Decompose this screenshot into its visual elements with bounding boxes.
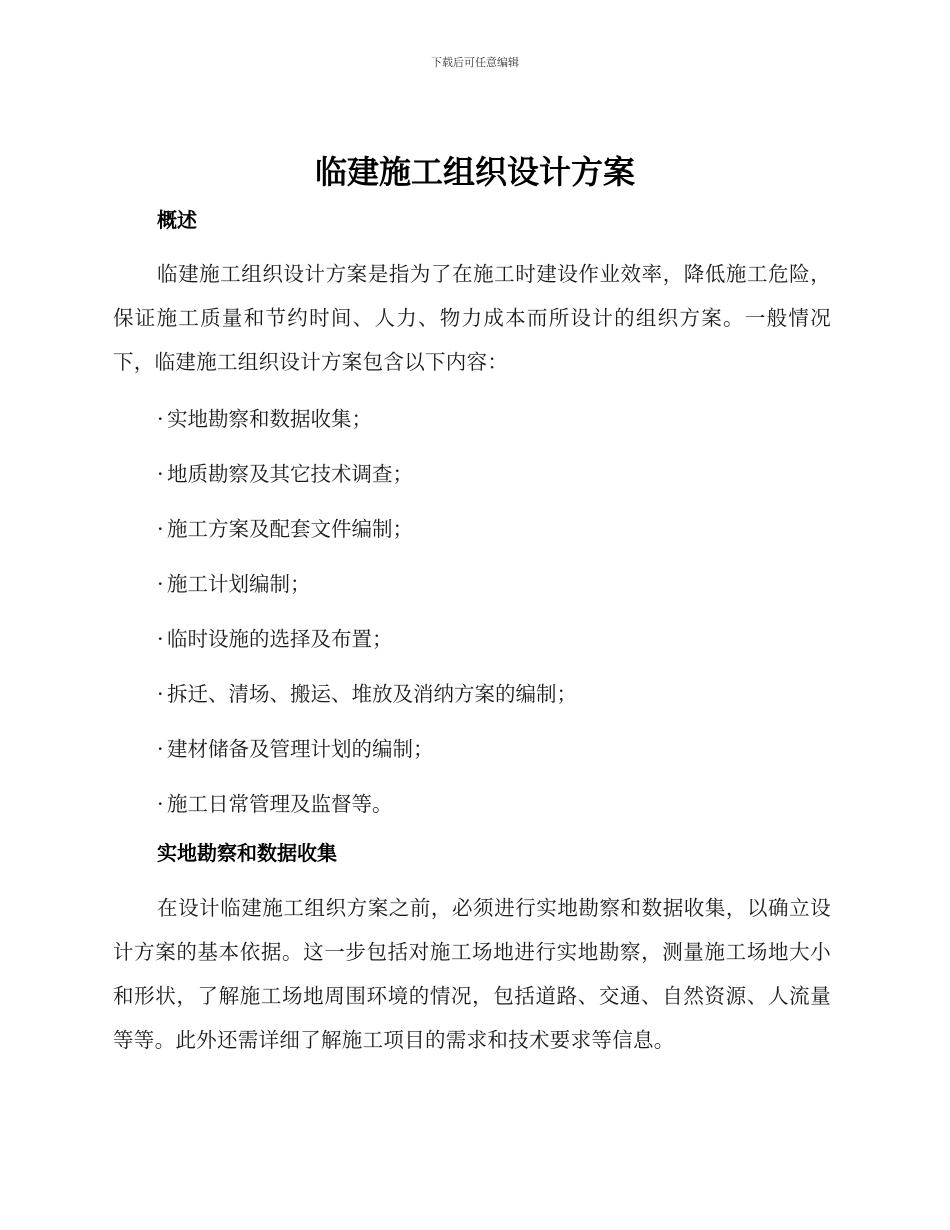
- list-item: [157, 612, 577, 667]
- list-item: [157, 667, 577, 722]
- bullet-marker: ·: [157, 462, 164, 486]
- section-heading-survey: 实地勘察和数据收集: [157, 841, 337, 865]
- content-list: [157, 392, 577, 832]
- bullet-marker: ·: [157, 407, 164, 431]
- list-item-text: 施工方案及配套文件编制；: [167, 517, 413, 541]
- list-item: [157, 777, 577, 832]
- list-item: [157, 502, 577, 557]
- list-item: [157, 392, 577, 447]
- bullet-marker: ·: [157, 737, 164, 761]
- bullet-marker: ·: [157, 792, 164, 816]
- overview-paragraph: 临建施工组织设计方案是指为了在施工时建设作业效率，降低施工危险，保证施工质量和节约时间、人力、物力成本而所设计的组织方案。一般情况下，临建施工组织设计方案包含以下内容：: [113, 262, 831, 374]
- bullet-marker: ·: [157, 572, 164, 596]
- bullet-marker: ·: [157, 627, 164, 651]
- page-header: 下载后可任意编辑: [431, 56, 519, 69]
- list-item-text: 实地勘察和数据收集；: [167, 407, 372, 431]
- list-item: [157, 557, 577, 612]
- survey-paragraph: 在设计临建施工组织方案之前，必须进行实地勘察和数据收集，以确立设计方案的基本依据。这一步包括对施工场地进行实地勘察，测量施工场地大小和形状，了解施工场地周围环境的情况，包括道路、交通、自然资源、人流量等等。此外还需详细了解施工项目的需求和技术要求等信息。: [113, 896, 831, 1052]
- list-item-text: 地质勘察及其它技术调查；: [167, 462, 413, 486]
- list-item-text: 拆迁、清场、搬运、堆放及消纳方案的编制；: [167, 682, 577, 706]
- list-item-text: 临时设施的选择及布置；: [167, 627, 393, 651]
- bullet-marker: ·: [157, 517, 164, 541]
- list-item-text: 建材储备及管理计划的编制；: [167, 737, 434, 761]
- list-item: [157, 722, 577, 777]
- bullet-marker: ·: [157, 682, 164, 706]
- list-item: [157, 447, 577, 502]
- section-heading-overview: 概述: [157, 208, 197, 232]
- list-item-text: 施工日常管理及监督等。: [167, 792, 393, 816]
- list-item-text: 施工计划编制；: [167, 572, 311, 596]
- document-title: 临建施工组织设计方案: [314, 153, 635, 191]
